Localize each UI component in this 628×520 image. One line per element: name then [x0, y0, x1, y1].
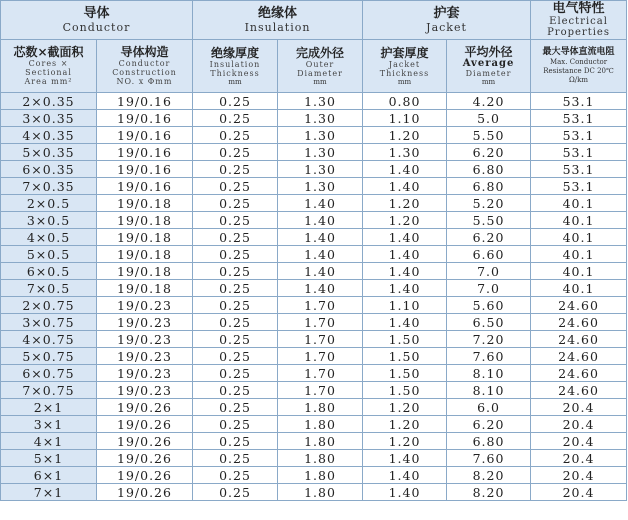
insulation-group-header — [193, 1, 363, 40]
cell-insulation-thickness: 0.25 — [193, 331, 278, 348]
table-row — [1, 178, 627, 195]
column-header-row — [1, 40, 627, 93]
cell-jacket-thickness: 1.40 — [363, 178, 447, 195]
cell-construction: 19/0.18 — [97, 195, 193, 212]
cell-insulation-thickness: 0.25 — [193, 365, 278, 382]
cell-construction: 19/0.26 — [97, 484, 193, 501]
cell-average-diameter: 6.50 — [447, 314, 531, 331]
cell-cores-section: 5×1 — [1, 450, 97, 467]
cell-insulation-thickness: 0.25 — [193, 161, 278, 178]
cell-max-resistance: 53.1 — [531, 93, 627, 110]
cell-outer-diameter: 1.30 — [278, 161, 363, 178]
table-body — [1, 93, 627, 501]
cell-outer-diameter: 1.70 — [278, 297, 363, 314]
cell-jacket-thickness: 1.40 — [363, 280, 447, 297]
cell-jacket-thickness: 1.10 — [363, 110, 447, 127]
cell-max-resistance: 40.1 — [531, 246, 627, 263]
cell-outer-diameter: 1.70 — [278, 331, 363, 348]
cell-max-resistance: 53.1 — [531, 178, 627, 195]
cell-max-resistance: 40.1 — [531, 195, 627, 212]
cell-average-diameter: 6.80 — [447, 161, 531, 178]
cell-construction: 19/0.23 — [97, 297, 193, 314]
col-header-avg-diameter — [447, 40, 531, 93]
cell-jacket-thickness: 1.40 — [363, 450, 447, 467]
col-header-resistance-en2: Resistance DC 20℃ — [543, 67, 614, 75]
cell-average-diameter: 5.50 — [447, 127, 531, 144]
conductor-group-cn: 导体 — [83, 5, 110, 21]
cell-jacket-thickness: 0.80 — [363, 93, 447, 110]
cell-jacket-thickness: 1.10 — [363, 297, 447, 314]
cell-jacket-thickness: 1.40 — [363, 161, 447, 178]
table-row — [1, 484, 627, 501]
col-header-avg-diameter-cn: 平均外径 — [464, 45, 513, 59]
cell-average-diameter: 8.10 — [447, 365, 531, 382]
cell-construction: 19/0.16 — [97, 110, 193, 127]
cell-max-resistance: 20.4 — [531, 467, 627, 484]
cell-construction: 19/0.18 — [97, 246, 193, 263]
cell-max-resistance: 24.60 — [531, 297, 627, 314]
cell-construction: 19/0.18 — [97, 229, 193, 246]
cell-max-resistance: 20.4 — [531, 399, 627, 416]
table-row — [1, 382, 627, 399]
conductor-group-header — [1, 1, 193, 40]
cell-jacket-thickness: 1.20 — [363, 212, 447, 229]
cell-cores-section: 7×1 — [1, 484, 97, 501]
cell-max-resistance: 24.60 — [531, 314, 627, 331]
cell-construction: 19/0.26 — [97, 467, 193, 484]
cell-outer-diameter: 1.40 — [278, 280, 363, 297]
cell-average-diameter: 5.20 — [447, 195, 531, 212]
cell-max-resistance: 24.60 — [531, 365, 627, 382]
table-row — [1, 246, 627, 263]
cell-construction: 19/0.23 — [97, 314, 193, 331]
cell-outer-diameter: 1.80 — [278, 399, 363, 416]
cell-max-resistance: 53.1 — [531, 110, 627, 127]
cell-jacket-thickness: 1.50 — [363, 382, 447, 399]
table-row — [1, 348, 627, 365]
cell-max-resistance: 20.4 — [531, 484, 627, 501]
cell-average-diameter: 6.80 — [447, 178, 531, 195]
cell-construction: 19/0.18 — [97, 263, 193, 280]
cell-cores-section: 2×0.75 — [1, 297, 97, 314]
jacket-group-header — [363, 1, 531, 40]
col-header-avg-diameter-en1: Average — [462, 58, 515, 69]
cell-construction: 19/0.26 — [97, 433, 193, 450]
table-row — [1, 297, 627, 314]
cell-max-resistance: 24.60 — [531, 331, 627, 348]
cell-insulation-thickness: 0.25 — [193, 450, 278, 467]
cell-insulation-thickness: 0.25 — [193, 212, 278, 229]
col-header-jacket-thickness-en2: Thickness — [379, 68, 430, 78]
col-header-outer-diameter-unit: mm — [313, 77, 327, 86]
cell-outer-diameter: 1.30 — [278, 93, 363, 110]
col-header-construction-unit: NO. x Φmm — [116, 77, 173, 86]
cell-cores-section: 4×1 — [1, 433, 97, 450]
table-row — [1, 280, 627, 297]
cell-cores-section: 5×0.75 — [1, 348, 97, 365]
table-row — [1, 110, 627, 127]
cell-average-diameter: 8.20 — [447, 467, 531, 484]
cell-cores-section: 4×0.75 — [1, 331, 97, 348]
cell-construction: 19/0.18 — [97, 280, 193, 297]
col-header-ins-thickness-en2: Thickness — [210, 68, 260, 78]
table-row — [1, 365, 627, 382]
electrical-group-header — [531, 1, 627, 40]
table-row — [1, 93, 627, 110]
cell-max-resistance: 53.1 — [531, 144, 627, 161]
cell-max-resistance: 20.4 — [531, 450, 627, 467]
col-header-resistance — [531, 40, 627, 93]
cell-jacket-thickness: 1.20 — [363, 416, 447, 433]
cell-average-diameter: 7.60 — [447, 450, 531, 467]
cell-cores-section: 6×0.35 — [1, 161, 97, 178]
col-header-resistance-unit: Ω/km — [569, 76, 589, 84]
cell-average-diameter: 8.10 — [447, 382, 531, 399]
col-header-cores-en1: Cores × — [28, 59, 69, 68]
cell-cores-section: 4×0.35 — [1, 127, 97, 144]
cell-insulation-thickness: 0.25 — [193, 229, 278, 246]
cell-cores-section: 3×0.5 — [1, 212, 97, 229]
cell-outer-diameter: 1.70 — [278, 382, 363, 399]
cell-max-resistance: 40.1 — [531, 280, 627, 297]
cell-cores-section: 3×0.35 — [1, 110, 97, 127]
cell-max-resistance: 24.60 — [531, 348, 627, 365]
col-header-cores — [1, 40, 97, 93]
cell-construction: 19/0.16 — [97, 178, 193, 195]
cell-jacket-thickness: 1.40 — [363, 246, 447, 263]
cell-jacket-thickness: 1.20 — [363, 127, 447, 144]
cell-cores-section: 3×1 — [1, 416, 97, 433]
cell-outer-diameter: 1.80 — [278, 450, 363, 467]
cell-jacket-thickness: 1.50 — [363, 331, 447, 348]
insulation-group-cn: 绝缘体 — [258, 5, 298, 21]
cell-cores-section: 5×0.35 — [1, 144, 97, 161]
col-header-ins-thickness-cn: 绝缘厚度 — [210, 45, 259, 60]
cell-outer-diameter: 1.30 — [278, 110, 363, 127]
cell-outer-diameter: 1.30 — [278, 127, 363, 144]
col-header-construction — [97, 40, 193, 93]
cell-insulation-thickness: 0.25 — [193, 127, 278, 144]
cell-insulation-thickness: 0.25 — [193, 110, 278, 127]
cell-insulation-thickness: 0.25 — [193, 348, 278, 365]
col-header-resistance-cn: 最大导体直流电阻 — [542, 47, 615, 57]
cell-average-diameter: 6.60 — [447, 246, 531, 263]
table-row — [1, 263, 627, 280]
group-header-row — [1, 1, 627, 40]
col-header-outer-diameter-en1: Outer — [305, 59, 335, 69]
cell-max-resistance: 40.1 — [531, 212, 627, 229]
cell-max-resistance: 24.60 — [531, 382, 627, 399]
cell-cores-section: 3×0.75 — [1, 314, 97, 331]
cell-cores-section: 2×1 — [1, 399, 97, 416]
col-header-jacket-thickness-en1: Jacket — [388, 59, 421, 69]
table-row — [1, 195, 627, 212]
cell-jacket-thickness: 1.50 — [363, 348, 447, 365]
cell-insulation-thickness: 0.25 — [193, 93, 278, 110]
cell-max-resistance: 40.1 — [531, 263, 627, 280]
cell-insulation-thickness: 0.25 — [193, 263, 278, 280]
cell-insulation-thickness: 0.25 — [193, 280, 278, 297]
cell-construction: 19/0.16 — [97, 161, 193, 178]
cell-outer-diameter: 1.40 — [278, 195, 363, 212]
cell-jacket-thickness: 1.50 — [363, 365, 447, 382]
cell-cores-section: 4×0.5 — [1, 229, 97, 246]
cell-insulation-thickness: 0.25 — [193, 416, 278, 433]
cell-cores-section: 2×0.35 — [1, 93, 97, 110]
jacket-group-en: Jacket — [426, 20, 467, 34]
cell-outer-diameter: 1.80 — [278, 467, 363, 484]
cell-average-diameter: 7.0 — [447, 280, 531, 297]
col-header-cores-cn: 芯数×截面积 — [13, 45, 84, 59]
cell-construction: 19/0.26 — [97, 416, 193, 433]
cell-insulation-thickness: 0.25 — [193, 297, 278, 314]
col-header-avg-diameter-en2: Diameter — [465, 69, 512, 78]
cell-average-diameter: 6.20 — [447, 144, 531, 161]
col-header-outer-diameter — [278, 40, 363, 93]
cell-insulation-thickness: 0.25 — [193, 433, 278, 450]
cell-construction: 19/0.16 — [97, 93, 193, 110]
cell-average-diameter: 5.60 — [447, 297, 531, 314]
cell-insulation-thickness: 0.25 — [193, 484, 278, 501]
col-header-cores-en2: Sectional — [25, 68, 72, 77]
cell-average-diameter: 6.20 — [447, 416, 531, 433]
cell-cores-section: 6×0.5 — [1, 263, 97, 280]
col-header-ins-thickness-en1: Insulation — [209, 59, 261, 69]
cell-cores-section: 6×1 — [1, 467, 97, 484]
col-header-cores-en3: Area mm² — [24, 77, 73, 86]
cell-average-diameter: 5.0 — [447, 110, 531, 127]
table-row — [1, 144, 627, 161]
cell-jacket-thickness: 1.40 — [363, 314, 447, 331]
cell-cores-section: 2×0.5 — [1, 195, 97, 212]
cell-jacket-thickness: 1.20 — [363, 433, 447, 450]
table-row — [1, 467, 627, 484]
table-row — [1, 127, 627, 144]
table-row — [1, 433, 627, 450]
cell-max-resistance: 20.4 — [531, 416, 627, 433]
table-row — [1, 331, 627, 348]
cell-insulation-thickness: 0.25 — [193, 144, 278, 161]
cell-construction: 19/0.23 — [97, 365, 193, 382]
table-row — [1, 314, 627, 331]
table-row — [1, 450, 627, 467]
cell-insulation-thickness: 0.25 — [193, 178, 278, 195]
cell-construction: 19/0.23 — [97, 331, 193, 348]
table-row — [1, 399, 627, 416]
cell-outer-diameter: 1.30 — [278, 144, 363, 161]
cell-jacket-thickness: 1.20 — [363, 399, 447, 416]
cell-construction: 19/0.23 — [97, 348, 193, 365]
cell-construction: 19/0.23 — [97, 382, 193, 399]
electrical-group-en1: Electrical — [549, 16, 608, 27]
cell-outer-diameter: 1.70 — [278, 314, 363, 331]
cell-average-diameter: 7.0 — [447, 263, 531, 280]
jacket-group-cn: 护套 — [433, 5, 460, 21]
col-header-outer-diameter-cn: 完成外径 — [296, 45, 345, 60]
cell-outer-diameter: 1.80 — [278, 416, 363, 433]
cell-average-diameter: 4.20 — [447, 93, 531, 110]
electrical-group-cn: 电气特性 — [552, 1, 605, 16]
cell-construction: 19/0.26 — [97, 450, 193, 467]
cell-average-diameter: 6.0 — [447, 399, 531, 416]
cell-max-resistance: 20.4 — [531, 433, 627, 450]
cell-average-diameter: 5.50 — [447, 212, 531, 229]
col-header-resistance-en1: Max. Conductor — [549, 58, 608, 66]
col-header-construction-cn: 导体构造 — [120, 45, 169, 59]
col-header-ins-thickness — [193, 40, 278, 93]
cell-insulation-thickness: 0.25 — [193, 246, 278, 263]
cell-outer-diameter: 1.80 — [278, 484, 363, 501]
cell-max-resistance: 53.1 — [531, 127, 627, 144]
cell-max-resistance: 53.1 — [531, 161, 627, 178]
cell-outer-diameter: 1.30 — [278, 178, 363, 195]
cell-construction: 19/0.16 — [97, 127, 193, 144]
cell-cores-section: 7×0.35 — [1, 178, 97, 195]
cell-construction: 19/0.26 — [97, 399, 193, 416]
cell-jacket-thickness: 1.40 — [363, 484, 447, 501]
cell-outer-diameter: 1.40 — [278, 263, 363, 280]
cell-insulation-thickness: 0.25 — [193, 382, 278, 399]
cell-jacket-thickness: 1.40 — [363, 467, 447, 484]
cell-outer-diameter: 1.70 — [278, 365, 363, 382]
cell-max-resistance: 40.1 — [531, 229, 627, 246]
cell-insulation-thickness: 0.25 — [193, 467, 278, 484]
conductor-group-en: Conductor — [62, 20, 131, 34]
cell-jacket-thickness: 1.20 — [363, 195, 447, 212]
col-header-jacket-thickness-cn: 护套厚度 — [380, 45, 429, 60]
cell-jacket-thickness: 1.40 — [363, 263, 447, 280]
col-header-ins-thickness-unit: mm — [228, 77, 242, 86]
col-header-outer-diameter-en2: Diameter — [297, 68, 343, 78]
table-row — [1, 161, 627, 178]
cell-jacket-thickness: 1.40 — [363, 229, 447, 246]
table-row — [1, 416, 627, 433]
cell-average-diameter: 6.20 — [447, 229, 531, 246]
cell-average-diameter: 8.20 — [447, 484, 531, 501]
cell-cores-section: 5×0.5 — [1, 246, 97, 263]
cell-outer-diameter: 1.80 — [278, 433, 363, 450]
col-header-construction-en2: Construction — [112, 68, 177, 77]
cell-insulation-thickness: 0.25 — [193, 399, 278, 416]
cell-outer-diameter: 1.40 — [278, 229, 363, 246]
col-header-construction-en1: Conductor — [118, 59, 171, 68]
cell-construction: 19/0.18 — [97, 212, 193, 229]
cell-construction: 19/0.16 — [97, 144, 193, 161]
cell-cores-section: 6×0.75 — [1, 365, 97, 382]
cell-cores-section: 7×0.75 — [1, 382, 97, 399]
table-row — [1, 212, 627, 229]
col-header-avg-diameter-unit: mm — [481, 78, 496, 86]
cell-jacket-thickness: 1.30 — [363, 144, 447, 161]
cell-cores-section: 7×0.5 — [1, 280, 97, 297]
cell-outer-diameter: 1.70 — [278, 348, 363, 365]
cell-insulation-thickness: 0.25 — [193, 314, 278, 331]
electrical-group-en2: Properties — [547, 27, 610, 38]
col-header-jacket-thickness-unit: mm — [397, 77, 412, 86]
cell-average-diameter: 6.80 — [447, 433, 531, 450]
cell-outer-diameter: 1.40 — [278, 212, 363, 229]
cell-insulation-thickness: 0.25 — [193, 195, 278, 212]
col-header-jacket-thickness — [363, 40, 447, 93]
cell-outer-diameter: 1.40 — [278, 246, 363, 263]
table-row — [1, 229, 627, 246]
cell-average-diameter: 7.60 — [447, 348, 531, 365]
cell-average-diameter: 7.20 — [447, 331, 531, 348]
insulation-group-en: Insulation — [244, 20, 311, 34]
